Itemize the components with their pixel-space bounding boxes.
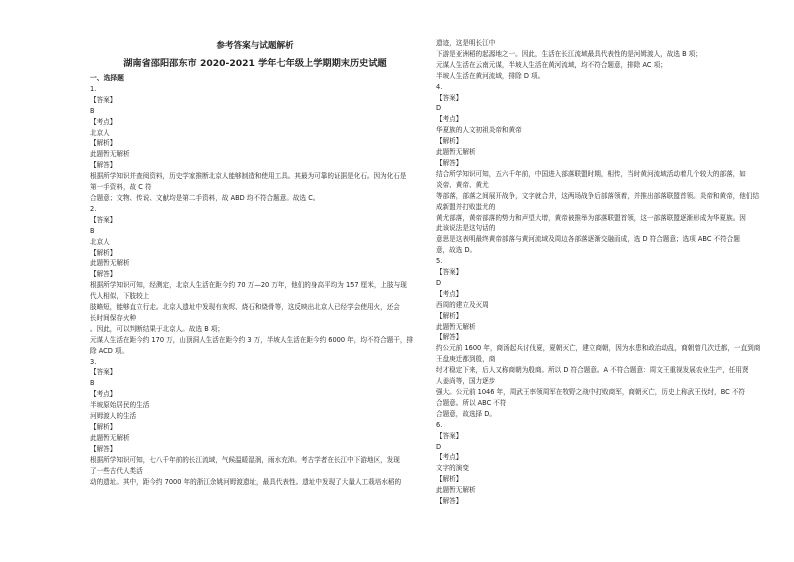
text-line: 【答案】 xyxy=(436,93,463,102)
text-line: B xyxy=(90,226,95,235)
text-line: 此题暂无解析 xyxy=(436,486,476,495)
right-column xyxy=(436,38,770,507)
text-line: 【考点】 xyxy=(90,117,117,126)
text-line: 了一些古代人类活 xyxy=(90,466,143,475)
text-line: 【考点】 xyxy=(436,289,463,298)
text-line: 。因此，可以判断结果于北京人。故选 B 项； xyxy=(90,324,224,333)
text-line: 黄尤部落，黄帝部落的势力和声望大增，黄帝被推举为部落联盟首领，这一部落联盟逐渐形成为华夏族。因 xyxy=(436,213,746,222)
text-line: 【解析】 xyxy=(90,248,117,257)
text-line: 【答案】 xyxy=(90,215,117,224)
text-line: 成新盟并打败蚩尤的 xyxy=(436,202,496,211)
left-text-body xyxy=(90,84,420,488)
text-line: 约公元前 1600 年，商汤起兵讨伐夏，夏朝灭亡，建立商朝，因为水患和政治动乱，商朝曾几次迁都，一直到商 xyxy=(436,344,761,353)
text-line: 【考点】 xyxy=(90,390,117,399)
text-line: 此题暂无解析 xyxy=(90,259,130,268)
text-line: 【解答】 xyxy=(90,270,117,279)
text-line: 【解答】 xyxy=(90,161,117,170)
text-line: 【考点】 xyxy=(436,115,463,124)
text-line: 文字的演变 xyxy=(436,464,469,473)
text-line: 北京人 xyxy=(90,128,110,137)
right-text-body xyxy=(436,38,770,507)
text-line: 【解答】 xyxy=(436,497,463,506)
text-line: 【解析】 xyxy=(436,311,463,320)
text-line: 4. xyxy=(436,82,443,91)
text-line: 【解析】 xyxy=(90,423,117,431)
text-line: 合题意；文物、传说、文献均是第二手资料，故 ABD 均不符合题意。故选 C。 xyxy=(90,193,320,202)
text-line: 动的遗址。其中，距今约 7000 年的浙江余姚河姆渡遗址，最具代表性。遗址中发现了大量人工栽培水稻的 xyxy=(90,477,402,486)
text-line: 此题暂无解析 xyxy=(436,148,476,157)
left-column xyxy=(90,38,420,487)
text-line: 5. xyxy=(436,257,443,266)
text-line: 河姆渡人的生活 xyxy=(90,412,137,421)
text-line: 长时间保存火种 xyxy=(90,313,137,322)
document-title: 参考答案与试题解析 xyxy=(216,41,294,51)
document-subtitle: 湖南省邵阳邵东市 2020-2021 学年七年级上学期期末历史试题 xyxy=(123,58,387,69)
section-heading: 一、选择题 xyxy=(90,74,124,82)
text-line: 【解析】 xyxy=(436,137,463,146)
text-line: 6. xyxy=(436,420,443,429)
text-line: 西周的建立及灭周 xyxy=(436,300,489,309)
text-line: 等部落，部落之间展开战争，文字就合并，这两场战争后部落领着，并推出部落联盟首领。炎帝和黄帝，他们结 xyxy=(436,191,760,200)
text-line: 此题暂无解析 xyxy=(436,322,476,331)
text-line: 【答案】 xyxy=(90,95,117,104)
text-line: 肢略短，能够直立行走。北京人遗址中发现有灰烬、烧石和烧骨等，这反映出北京人已经学会使用火，还会 xyxy=(90,303,400,312)
text-line: 强大。公元前 1046 年，周武王率领周军在牧野之战中打败商军，商朝灭亡，历史上称武王伐纣，BC 不符 xyxy=(436,388,746,396)
text-line: 意思是这表明最终黄帝部落与黄河流域及周边各部落逐渐交融而成，选 D 符合题意；选项 ABC 不符合题 xyxy=(436,235,740,244)
text-line: 【解答】 xyxy=(436,333,463,342)
text-line: B xyxy=(90,379,95,388)
text-line: 【解答】 xyxy=(436,158,463,167)
text-line: 除 ACD 项。 xyxy=(90,346,129,355)
text-line: D xyxy=(436,104,442,113)
text-line: 此该说法是这句话的 xyxy=(436,224,496,233)
text-line: 意，故选 D。 xyxy=(436,246,477,255)
text-line: 元谋人生活在云南元谋，半坡人生活在黄河流域，均不符合题意，排除 AC 项； xyxy=(436,60,667,69)
text-line: 根据所学知识可知，七八千年前的长江流域，气候温暖湿润，雨水充沛。考古学者在长江中下游地区，发现 xyxy=(90,455,400,464)
text-line: 元谋人生活在距今约 170 万，山顶洞人生活在距今约 3 万，半坡人生活在距今约 6000 年，均不符合题干，排 xyxy=(90,335,414,344)
text-line: 【考点】 xyxy=(436,453,463,462)
text-line: 此题暂无解析 xyxy=(90,150,130,159)
text-line: 遗迹，这是明长江中 xyxy=(436,39,496,47)
text-line: 1. xyxy=(90,84,97,93)
text-line: 3. xyxy=(90,357,97,366)
text-line: 合题意。所以 ABC 不符 xyxy=(436,398,507,407)
text-line: B xyxy=(90,106,95,115)
text-line: 合题意，故选择 D。 xyxy=(436,409,496,418)
title-block xyxy=(90,40,420,71)
text-line: 半坡原始居民的生活 xyxy=(90,401,150,410)
text-line: 炎帝、黄帝、黄尤 xyxy=(436,180,489,189)
text-line: D xyxy=(436,442,442,451)
text-line: 结合所学知识可知，五六千年前，中国进入部落联盟时期，相传，当时黄河流域活动着几个较大的部落，如 xyxy=(436,169,746,178)
text-line: 北京人 xyxy=(90,237,110,246)
text-line: 纣才稳定下来，后人又称商朝为殷商。所以 D 符合题意。A 不符合题意：周文王重视发展农业生产，任用贤 xyxy=(436,366,749,375)
text-line: 【答案】 xyxy=(436,268,463,277)
text-line: 下游是亚洲稻的起源地之一。因此，生活在长江流域最具代表性的是河姆渡人，故选 B 项； xyxy=(436,49,702,58)
text-line: 根据所学知识可知，经测定，北京人生活在距今约 70 万—20 万年，他们的身高平均为 157 厘米，上肢与现 xyxy=(90,281,407,290)
text-line: D xyxy=(436,278,442,287)
text-line: 王盘庚迁都到殷，商 xyxy=(436,355,496,364)
text-line: 【解答】 xyxy=(90,444,117,453)
text-line: 2. xyxy=(90,204,97,213)
text-line: 【解析】 xyxy=(436,475,463,484)
text-line: 华夏族的人文初祖炎帝和黄帝 xyxy=(436,126,522,135)
text-line: 【答案】 xyxy=(436,431,463,440)
text-line: 第一手资料，故 C 符 xyxy=(90,183,152,192)
text-line: 半坡人生活在黄河流域，排除 D 项。 xyxy=(436,71,545,80)
text-line: 根据所学知识并查阅资料，历史学家推断北京人能够制造和使用工具。其最为可靠的证据是化石。因为化石是 xyxy=(90,172,407,181)
text-line: 代人相似，下肢较上 xyxy=(90,292,150,301)
text-line: 【解析】 xyxy=(90,139,117,148)
text-line: 此题暂无解析 xyxy=(90,433,130,442)
text-line: 【答案】 xyxy=(90,368,117,377)
text-line: 人姜尚等，国力逐步 xyxy=(436,377,496,386)
